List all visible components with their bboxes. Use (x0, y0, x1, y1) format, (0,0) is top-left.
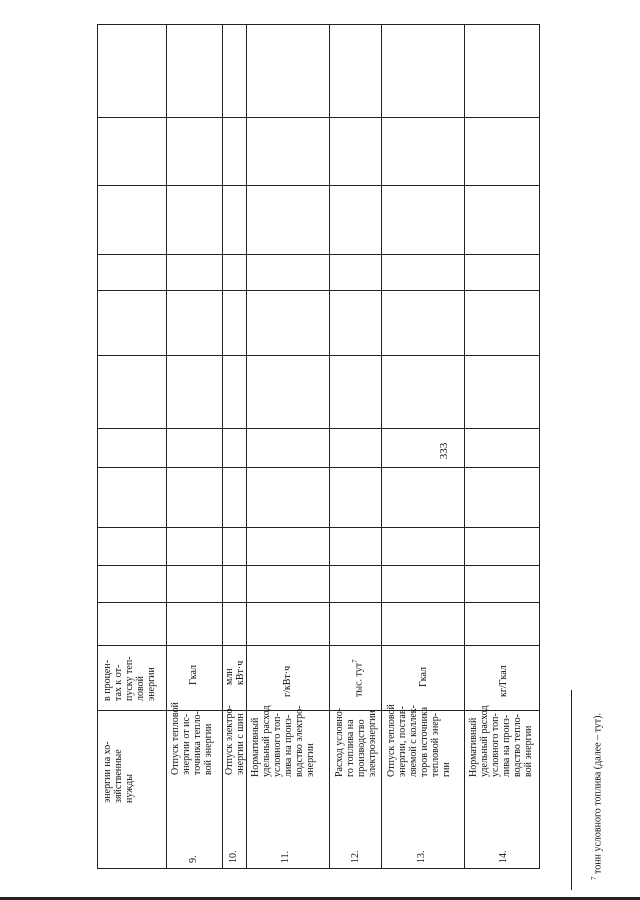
row-divider-10 (246, 25, 247, 868)
table-divider-data-unit (98, 602, 539, 603)
row-divider-11 (329, 25, 330, 868)
row-13-number: 13. (416, 850, 427, 863)
row-13-unit: Гкал (418, 666, 429, 687)
row-divider-header (166, 25, 167, 868)
row-12-unit: тыс. тут$^7$ (351, 659, 365, 697)
row-10-name: Отпуск электро- энергии с шин (224, 705, 246, 775)
row-9-name: Отпуск тепловой энергии от ис- точника тепло- вой энергии (170, 702, 214, 775)
row-13-name: Отпуск тепловой энергии, постав- ляемой с коллек- торов источника тепловой энер- гии (386, 704, 452, 777)
table-divider (98, 185, 539, 186)
row-9-unit: Гкал (188, 664, 199, 685)
row-10-unit: млн кВт·ч (224, 660, 246, 685)
table-divider-unit-name (98, 645, 539, 646)
table-divider (98, 428, 539, 429)
page-number: 333 (438, 442, 450, 460)
row-12-name: Расход условно- го топлива на производство электроэнергии (334, 707, 378, 777)
footnote-block (578, 560, 602, 890)
table-divider (98, 467, 539, 468)
table-divider (98, 527, 539, 528)
header-col-name: энергии на хо- зяйственные нужды (102, 741, 135, 803)
row-11-unit: г/кВт·ч (282, 665, 293, 697)
footnote-text: $^7$ тонн условного топлива (далее – тут). (590, 712, 604, 880)
row-10-number: 10. (228, 850, 239, 863)
footnote-separator (571, 690, 572, 890)
table-divider (98, 254, 539, 255)
table-divider (98, 565, 539, 566)
row-9-number: 9. (188, 855, 199, 863)
row-divider-9 (222, 25, 223, 868)
table-divider (98, 290, 539, 291)
row-divider-12 (381, 25, 382, 868)
row-14-unit: кг/Гкал (498, 665, 509, 697)
row-11-name: Нормативный удельный расход условного топ- лива на произ- водство электро- энергии (250, 705, 316, 777)
table-divider (98, 117, 539, 118)
header-col-unit: в процен- тах к от- пуску теп- ловой энергии (102, 656, 157, 701)
row-12-number: 12. (350, 850, 361, 863)
row-divider-13 (464, 25, 465, 868)
row-11-number: 11. (280, 850, 291, 863)
row-14-number: 14. (498, 850, 509, 863)
row-14-name: Нормативный удельный расход условного топ- лива на произ- водство тепло- вой энергии (468, 705, 534, 777)
data-table (97, 24, 540, 869)
table-divider (98, 355, 539, 356)
